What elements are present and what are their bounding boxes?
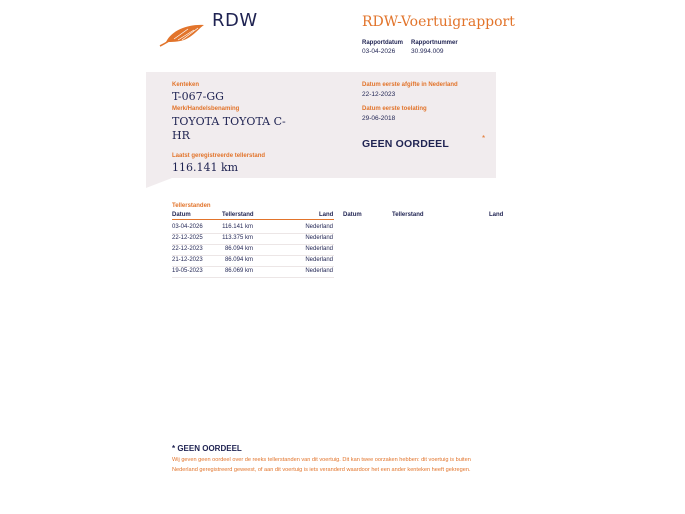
table-title: Tellerstanden [172, 203, 211, 209]
afgifte-nl-value: 22-12-2023 [362, 91, 396, 98]
rapportnummer-label: Rapportnummer [411, 40, 458, 46]
rapportdatum-value: 03-04-2026 [362, 48, 396, 55]
kenteken-label: Kenteken [172, 82, 200, 88]
row-km: 86.094 km [224, 246, 253, 252]
verdict-text: GEEN OORDEEL [362, 138, 449, 150]
tellerstand-label: Laatst geregistreerde tellerstand [172, 153, 266, 159]
row-km: 116.141 km [222, 224, 253, 230]
merk-value-line2: HR [172, 129, 190, 142]
rapportdatum-label: Rapportdatum [362, 40, 403, 46]
col-header-land-right: Land [489, 212, 504, 218]
merk-value-line1: TOYOTA TOYOTA C- [172, 115, 286, 128]
table-row [172, 266, 334, 278]
col-header-land: Land [319, 212, 334, 218]
report-title: RDW-Voertuigrapport [362, 14, 515, 30]
row-land: Nederland [305, 268, 333, 274]
merk-label: Merk/Handelsbenaming [172, 106, 240, 112]
rapportnummer-value: 30.994.009 [411, 48, 444, 55]
row-land: Nederland [305, 224, 333, 230]
table-row [172, 233, 334, 245]
row-km: 113.375 km [222, 235, 253, 241]
toelating-value: 29-06-2018 [362, 115, 396, 122]
table-row [172, 222, 334, 234]
table-row [172, 255, 334, 267]
row-date: 03-04-2026 [172, 224, 203, 230]
brand-name: RDW [212, 10, 258, 31]
verdict-asterisk: * [482, 134, 486, 143]
col-header-datum: Datum [172, 212, 191, 218]
footnote-title: * GEEN OORDEEL [172, 444, 242, 453]
row-date: 22-12-2025 [172, 235, 203, 241]
col-header-tellerstand: Tellerstand [222, 212, 254, 218]
row-land: Nederland [305, 257, 333, 263]
panel-notch [146, 178, 172, 188]
row-land: Nederland [305, 246, 333, 252]
toelating-label: Datum eerste toelating [362, 106, 427, 112]
kenteken-value: T-067-GG [172, 90, 224, 103]
col-header-datum-right: Datum [343, 212, 362, 218]
row-date: 19-05-2023 [172, 268, 203, 274]
row-land: Nederland [305, 235, 333, 241]
row-km: 86.094 km [224, 257, 253, 263]
row-date: 21-12-2023 [172, 257, 203, 263]
header-underline-left [172, 219, 334, 220]
footnote-text: Wij geven geen oordeel over de reeks tellerstanden van dit voertuig. Dit kan twee oorzaken hebben: dit voertuig is buiten Nederland geregistreerd geweest, of aan dit voertuig is iets veranderd waardoor het een ander kenteken heeft gekregen. [172, 457, 471, 473]
col-header-tellerstand-right: Tellerstand [392, 212, 424, 218]
row-km: 86.069 km [224, 268, 253, 274]
table-row [172, 244, 334, 256]
row-date: 22-12-2023 [172, 246, 203, 252]
tellerstand-value: 116.141 km [172, 161, 239, 174]
afgifte-nl-label: Datum eerste afgifte in Nederland [362, 82, 458, 88]
feather-icon [158, 20, 206, 48]
